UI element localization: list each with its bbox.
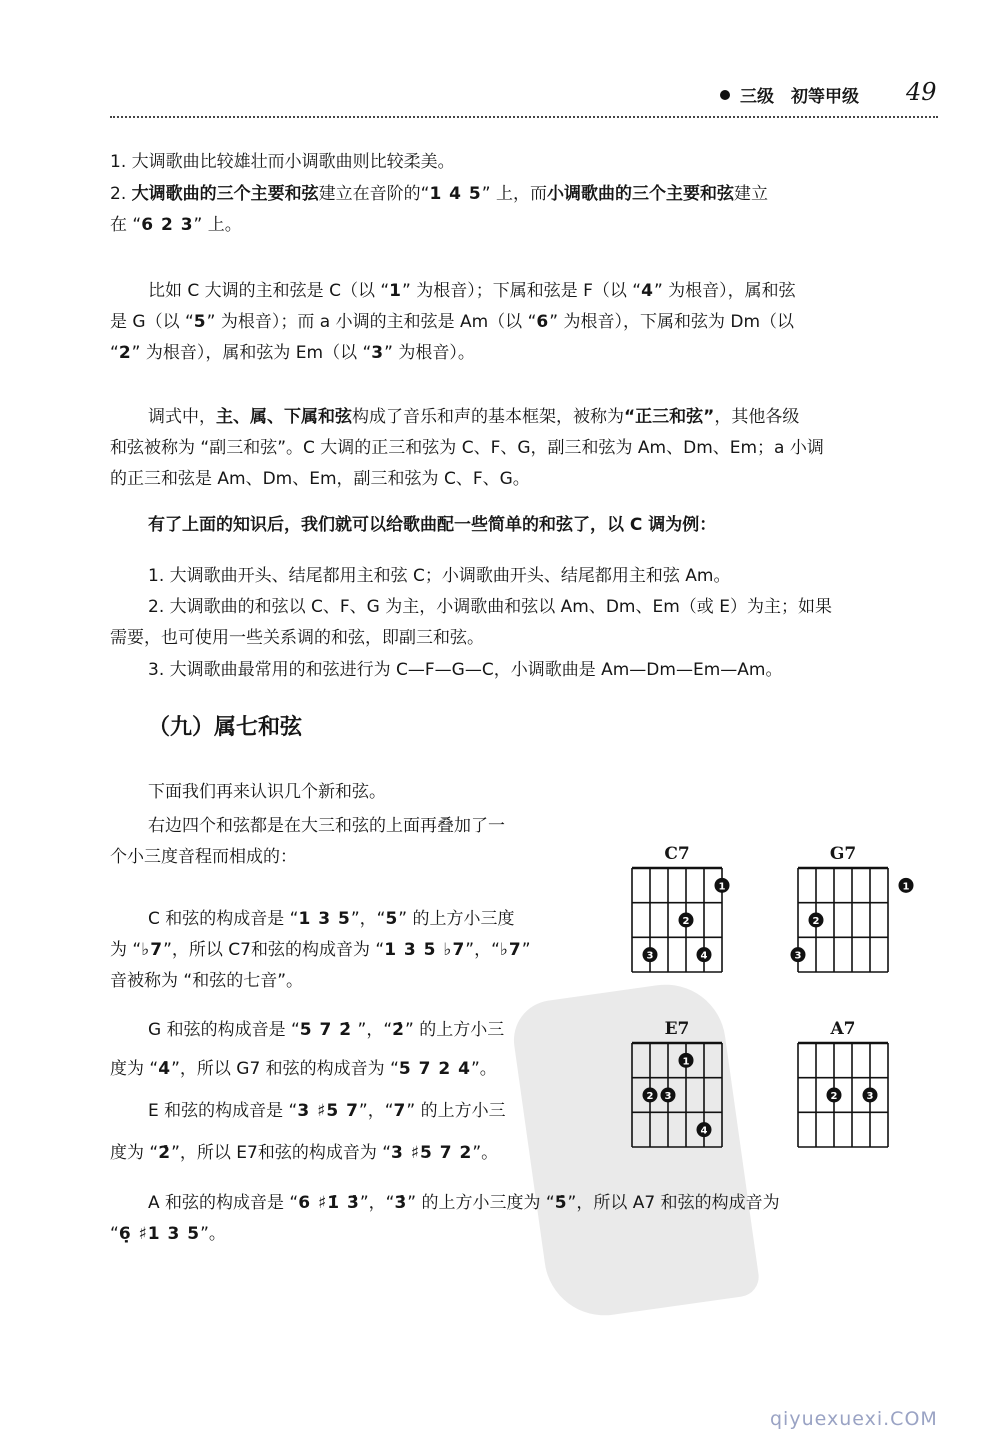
text: 是 G（以 “	[110, 312, 194, 332]
paragraph-new-chords-3: 个小三度音程而相成的：	[110, 847, 297, 867]
finger-number: 2	[682, 916, 690, 927]
chord-grid	[630, 1041, 724, 1149]
text: ”，“	[350, 909, 386, 929]
text: ”，“	[359, 1193, 395, 1213]
finger-number: 3	[664, 1091, 672, 1102]
watermark-site: qiyuexuexi.COM	[770, 1408, 938, 1430]
page-number: 49	[906, 78, 937, 106]
bold-text: 大调歌曲的三个主要和弦	[131, 184, 319, 204]
text: ”。	[200, 1224, 226, 1244]
finger-number: 4	[700, 950, 708, 962]
notation: 5 7 2 4	[398, 1059, 471, 1079]
paragraph-intro-bold: 有了上面的知识后，我们就可以给歌曲配一些简单的和弦了，以 C 调为例：	[148, 515, 717, 535]
text: ” 的上方小三	[406, 1101, 506, 1121]
notation: 5 7 2̇	[299, 1020, 353, 1040]
chord-name: E7	[664, 1019, 690, 1039]
text: ”，所以 A7 和弦的构成音为	[567, 1193, 780, 1213]
paragraph-new-chords-1: 下面我们再来认识几个新和弦。	[148, 782, 386, 802]
paragraph-c-major-3	[110, 338, 940, 368]
c7-explanation-2	[110, 935, 610, 965]
text: ，其他各级	[714, 407, 800, 427]
finger-number: 4	[700, 1125, 708, 1137]
text: ” 为根音）；下属和弦是 F（以 “	[402, 281, 642, 301]
paragraph-major-minor-1	[110, 147, 940, 177]
text: 为 “	[110, 940, 142, 960]
notation: 7	[393, 1101, 407, 1121]
paragraph-c-major-2	[110, 307, 940, 337]
notation: 3	[371, 343, 385, 363]
list-item-2: 2. 大调歌曲的和弦以 C、F、G 为主，小调歌曲和弦以 Am、Dm、Em（或 E）为主；如果	[148, 597, 832, 617]
notation: 2̇	[158, 1143, 172, 1163]
notation: 6 2 3	[141, 215, 194, 235]
text: 建立在音阶的“	[318, 184, 430, 204]
text: ” 的上方小三度为 “	[407, 1193, 555, 1213]
paragraph-primary-chords-3: 的正三和弦是 Am、Dm、Em，副三和弦为 C、F、G。	[110, 469, 530, 489]
text: ” 为根音），属和弦	[653, 281, 796, 301]
text: ” 为根音）；而 a 小调的主和弦是 Am（以 “	[206, 312, 537, 332]
bold-text: 小调歌曲的三个主要和弦	[546, 184, 734, 204]
chord-grid	[796, 1041, 890, 1149]
chord-grid	[794, 866, 910, 974]
text: ” 上。	[193, 215, 242, 235]
text: C 和弦的构成音是 “	[148, 909, 299, 929]
text: ”	[521, 940, 531, 960]
notation: 1	[389, 281, 403, 301]
paragraph-new-chords-2: 右边四个和弦都是在大三和弦的上面再叠加了一	[148, 816, 505, 836]
notation: 1 3 5	[298, 909, 351, 929]
notation: 1 4 5	[429, 184, 482, 204]
text: A 和弦的构成音是 “	[148, 1193, 299, 1213]
notation: 6 ♯1̇ 3̇	[298, 1193, 360, 1213]
text: G 和弦的构成音是 “	[148, 1020, 300, 1040]
text: ”，“	[352, 1020, 393, 1040]
a7-explanation-2	[110, 1219, 940, 1249]
paragraph-major-minor-3	[110, 210, 940, 240]
text: ”，所以 C7和弦的构成音为 “	[163, 940, 385, 960]
section-title: （九）属七和弦	[148, 715, 303, 740]
text: E 和弦的构成音是 “	[148, 1101, 298, 1121]
notation: 3̇	[394, 1193, 408, 1213]
text: 2.	[110, 184, 132, 204]
page-header	[0, 78, 982, 122]
chord-diagram-c7	[630, 844, 726, 974]
finger-number: 3	[866, 1091, 874, 1102]
text: ” 上，而	[481, 184, 547, 204]
chord-name: A7	[830, 1019, 856, 1039]
finger-number: 2	[830, 1091, 838, 1102]
text: 调式中，	[148, 407, 216, 427]
list-item-1: 1. 大调歌曲开头、结尾都用主和弦 C；小调歌曲开头、结尾都用主和弦 Am。	[148, 566, 731, 586]
text: ”。	[472, 1143, 499, 1163]
e7-explanation-1	[148, 1096, 608, 1126]
notation: 5	[385, 909, 399, 929]
a7-explanation-1	[148, 1188, 940, 1218]
finger-number: 1	[718, 881, 726, 893]
chord-diagram-g7	[794, 844, 910, 974]
notation: ♭7	[141, 940, 164, 960]
paragraph-c-major-1	[148, 276, 940, 306]
notation: 2̇	[392, 1020, 405, 1040]
notation: 3 ♯5 7 2	[391, 1143, 473, 1163]
text: “	[110, 343, 119, 363]
paragraph-major-minor-2	[110, 179, 940, 209]
text: ” 为根音），下属和弦为 Dm（以	[549, 312, 794, 332]
bullet-icon	[720, 90, 730, 100]
c7-explanation-3: 音被称为 “和弦的七音”。	[110, 971, 304, 991]
text: 比如 C 大调的主和弦是 C（以 “	[148, 281, 390, 301]
finger-number: 2	[646, 1091, 654, 1102]
text: “	[110, 1224, 119, 1244]
notation: 5	[193, 312, 207, 332]
chord-name: G7	[829, 844, 857, 864]
level-label: 三级 初等甲级	[740, 87, 859, 107]
finger-number: 3	[646, 950, 654, 962]
finger-number: 2	[812, 916, 820, 927]
notation: 5̇	[554, 1193, 568, 1213]
text: ” 为根音）。	[384, 343, 475, 363]
bold-text: “正三和弦”	[624, 407, 715, 427]
notation: 4̇	[158, 1059, 172, 1079]
text: ”，所以 G7 和弦的构成音为 “	[171, 1059, 399, 1079]
bold-text: 主、属、下属和弦	[216, 407, 352, 427]
notation: 6̣ ♯1 3 5	[118, 1224, 201, 1244]
list-item-3: 3. 大调歌曲最常用的和弦进行为 C—F—G—C，小调歌曲是 Am—Dm—Em—Am。	[148, 660, 783, 680]
finger-number: 1	[902, 881, 910, 893]
finger-number: 1	[682, 1056, 690, 1068]
g7-explanation-1	[148, 1015, 608, 1045]
text: 在 “	[110, 215, 142, 235]
text: 构成了音乐和声的基本框架，被称为	[352, 407, 624, 427]
text: ”，“	[358, 1101, 394, 1121]
notation: ♭7	[499, 940, 522, 960]
text: 度为 “	[110, 1059, 159, 1079]
text: ”，所以 E7和弦的构成音为 “	[171, 1143, 392, 1163]
g7-explanation-2	[110, 1054, 610, 1084]
text: ” 为根音），属和弦为 Em（以 “	[131, 343, 372, 363]
notation: 2	[118, 343, 132, 363]
paragraph-primary-chords-1	[148, 402, 940, 432]
c7-explanation-1	[148, 904, 608, 934]
header-rule	[110, 116, 938, 118]
text: 度为 “	[110, 1143, 159, 1163]
notation: 1 3 5 ♭7	[384, 940, 466, 960]
text: ”。	[470, 1059, 497, 1079]
chord-grid	[630, 866, 724, 974]
text: ” 的上方小三	[405, 1020, 505, 1040]
list-item-2-cont: 需要，也可使用一些关系调的和弦，即副三和弦。	[110, 628, 484, 648]
notation: 4	[641, 281, 654, 301]
chord-name: C7	[664, 844, 690, 864]
notation: 6	[536, 312, 550, 332]
paragraph-primary-chords-2: 和弦被称为 “副三和弦”。C 大调的正三和弦为 C、F、G，副三和弦为 Am、Dm、Em；a 小调	[110, 438, 824, 458]
e7-explanation-2	[110, 1138, 610, 1168]
text: ” 的上方小三度	[398, 909, 515, 929]
finger-number: 3	[794, 950, 802, 962]
chord-diagram-a7	[796, 1019, 890, 1149]
text-line: 1. 大调歌曲比较雄壮而小调歌曲则比较柔美。	[110, 152, 455, 172]
notation: 3 ♯5 7	[297, 1101, 359, 1121]
text: 建立	[733, 184, 768, 204]
chord-diagram-e7	[630, 1019, 724, 1149]
text: ”，“	[465, 940, 500, 960]
